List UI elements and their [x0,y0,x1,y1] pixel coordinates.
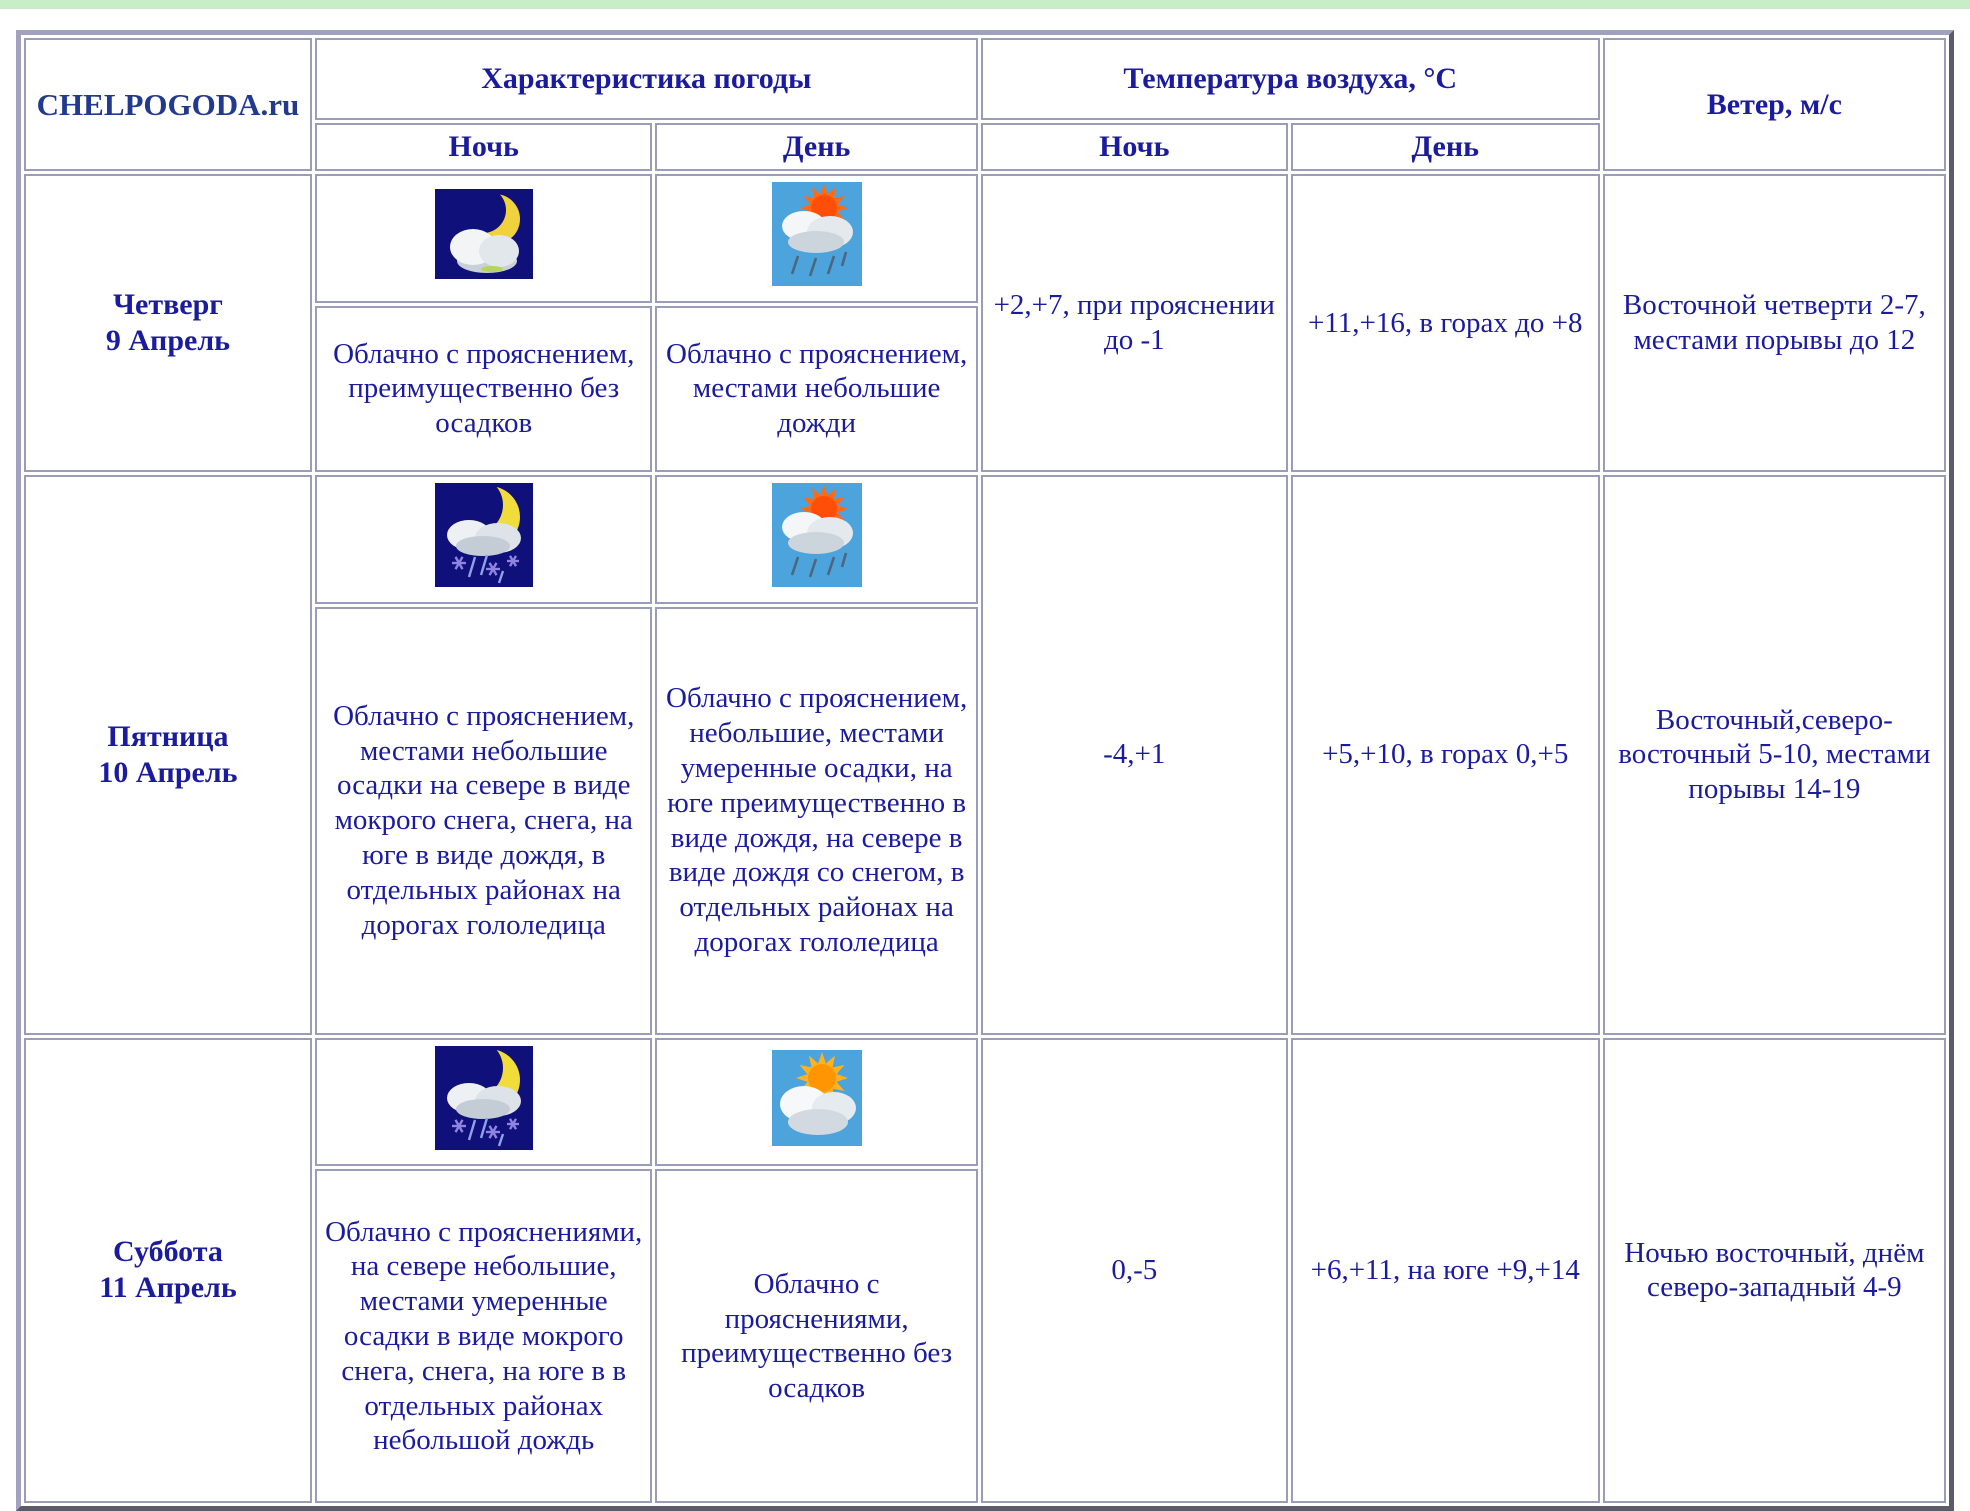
day3-day-icon-cell [655,1038,977,1167]
day3-temp-day: +6,+11, на юге +9,+14 [1291,1038,1600,1504]
sun-clouds-icon [772,1050,862,1146]
day1-night-icon-cell [315,174,653,303]
header-wind: Ветер, м/с [1603,38,1946,171]
day1-weekday: Четверг [113,287,223,321]
day1-day-icon-cell [655,174,977,303]
day2-day-text: Облачно с прояснением, небольшие, местами умеренные осадки, на юге преимущественно в виде дождя, на севере в виде дождя со снегом, в отдельных районах на дорогах гололедица [655,607,977,1035]
day3-temp-night: 0,-5 [981,1038,1288,1504]
day3-night-text: Облачно с прояснениями, на севере небольшие, местами умеренные осадки в виде мокрого снега, снега, на юге в в отдельных районах небольшой дождь [315,1169,653,1503]
day1-day-text: Облачно с прояснением, местами небольшие дожди [655,306,977,472]
header-char-day: День [655,123,977,171]
moon-clouds-precip-icon [435,483,533,587]
moon-clouds-icon [435,189,533,279]
page-top-strip [0,0,1970,9]
day2-night-text: Облачно с прояснением, местами небольшие осадки на севере в виде мокрого снега, снега, на юге в виде дождя, в отдельных районах на дорогах гололедица [315,607,653,1035]
day1-night-text: Облачно с прояснением, преимущественно без осадков [315,306,653,472]
day1-temp-day: +11,+16, в горах до +8 [1291,174,1600,472]
day1-date: 9 Апрель [105,323,231,357]
day2-wind: Восточный,северо-восточный 5-10, местами порывы 14-19 [1603,475,1946,1035]
day2-temp-day: +5,+10, в горах 0,+5 [1291,475,1600,1035]
day2-night-icon-cell [315,475,653,604]
day2-temp-night: -4,+1 [981,475,1288,1035]
day2-date: 10 Апрель [98,755,238,789]
header-char-night: Ночь [315,123,653,171]
day3-day-text: Облачно с прояснениями, преимущественно без осадков [655,1169,977,1503]
sun-clouds-rain-icon [772,483,862,587]
day3-wind: Ночью восточный, днём северо-западный 4-9 [1603,1038,1946,1504]
header-temp-night: Ночь [981,123,1288,171]
day3-weekday: Суббота [113,1235,223,1269]
site-logo: CHELPOGODA.ru [24,38,312,171]
day1-wind: Восточной четверти 2-7, местами порывы до 12 [1603,174,1946,472]
day2-icons-row [24,475,1946,604]
day3-icons-row [24,1038,1946,1167]
header-row-1 [24,38,1946,120]
weather-forecast-table [16,30,1954,1511]
day3-night-icon-cell [315,1038,653,1167]
header-temp-day: День [1291,123,1600,171]
day1-date-cell [24,174,312,472]
day1-icons-row [24,174,1946,303]
header-temperature: Температура воздуха, °С [981,38,1600,120]
day2-day-icon-cell [655,475,977,604]
day3-date: 11 Апрель [99,1271,237,1305]
moon-clouds-precip-icon [435,1046,533,1150]
day2-date-cell [24,475,312,1035]
day2-weekday: Пятница [107,719,229,753]
day1-temp-night: +2,+7, при прояснении до -1 [981,174,1288,472]
header-characteristics: Характеристика погоды [315,38,978,120]
sun-clouds-rain-icon [772,182,862,286]
